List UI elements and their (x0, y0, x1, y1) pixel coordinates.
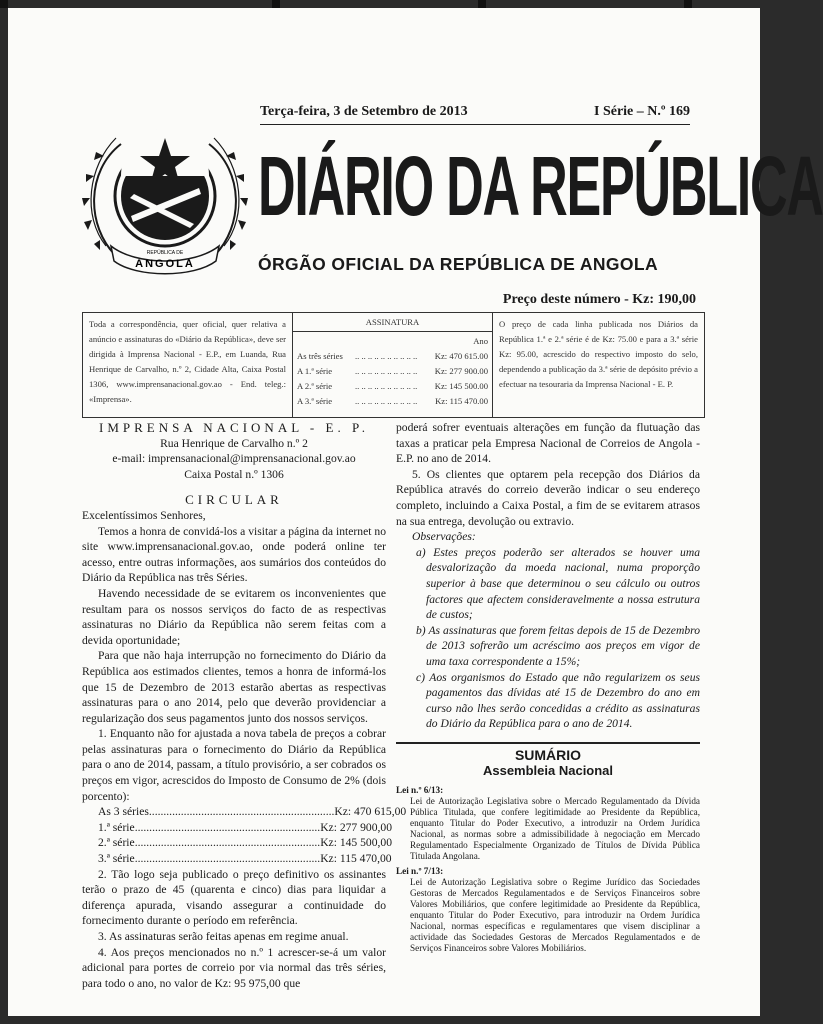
law-description: Lei de Autorização Legislativa sobre o Regime Jurídico das Sociedades Gestoras de Mercados Regulamentados e de Serviços Financeiros sobre Valores Mobiliários, que confere legitimidade ao Presidente da República, enquanto Titular do Poder Executivo, para introduzir na Ordem Jurídica Nacional, normas específicas e regulamentares que visem disciplinar a actividade das Sociedades Gestoras de Mercados Regulamentados e de Serviços Financeiros sobre Valores Mobiliários. (410, 877, 700, 954)
circular-paragraph: 2. Tão logo seja publicado o preço definitivo os assinantes terão o prazo de 45 (quarenta e cinco) dias para liquidar a diferença apurada, visando assegurar a continuidade do fornecimento durante o período em referência. (82, 867, 386, 928)
circular-paragraph: 3. As assinaturas serão feitas apenas em regime anual. (98, 930, 349, 943)
subscription-row: As três séries .. .. .. .. .. .. .. .. .. .. Kz: 470 615.00 (297, 351, 488, 361)
circular-paragraph: 4. Aos preços mencionados no n.º 1 acrescer-se-á um valor adicional para portes de correio por via normal das três séries, para todo o ano, no valor de Kz: 95 975,00 que (82, 945, 386, 990)
subscription-row: A 1.ª série .. .. .. .. .. .. .. .. .. .. Kz: 277 900.00 (297, 366, 488, 376)
law-description: Lei de Autorização Legislativa sobre o Mercado Regulamentado da Dívida Pública Titulada, que confere legitimidade ao Presidente da República, enquanto Titular do Poder Executivo, a introduzir na Ordem Jurídica Nacional, as normas sobre a admissibilidade à negociação em Mercado Regulamentado Especialmente Organizado de Títulos de Dívida Pública Titulada Angolana. (410, 796, 700, 862)
price-row: As 3 séries ................................................................ Kz: 470 615,00 (98, 805, 407, 819)
circular-paragraph: 1. Enquanto não for ajustada a nova tabela de preços a cobrar pelas assinaturas para o fornecimento do Diário da República para o ano de 2014, passam, a título provisório, a ser cobrados os preços em vigor, acrescidos do Imposto de Consumo de 2% (dois porcento): (82, 727, 386, 803)
law-number: Lei n.º 6/13: (396, 785, 444, 796)
correspondence-note: Toda a correspondência, quer oficial, quer relativa a anúncio e assinaturas do «Diário da República», deve ser dirigida à Imprensa Nacional - E.P., em Luanda, Rua Henrique de Carvalho, n.º 2, Cidade Alta, Caixa Postal 1306, www.imprensanacional.gov.ao - End. teleg.: «Imprensa». (83, 313, 293, 417)
circular-title: CIRCULAR (185, 492, 283, 508)
masthead-subtitle: ÓRGÃO OFICIAL DA REPÚBLICA DE ANGOLA (258, 254, 659, 274)
circular-paragraph: Havendo necessidade de se evitarem os inconvenientes que resultam para os nossos serviços do facto de as respectivas assinaturas no Diário da República não serem feitas com a devida oportunidade; (82, 586, 386, 647)
observations-title: Observações: (412, 530, 476, 544)
summary-entry (396, 785, 700, 954)
scan-edge-mark (272, 0, 280, 8)
subscription-title: ASSINATURA (293, 315, 492, 332)
circular-paragraph: 5. Os clientes que optarem pela recepção dos Diários da República através do correio deverão indicar o seu endereço completo, incluindo a Caixa Postal, a fim de se evitarem atrasos na sua entrega, devolução ou extravio. (396, 467, 700, 528)
issue-date: Terça-feira, 3 de Setembro de 2013 (260, 104, 468, 119)
circular-paragraph: Para que não haja interrupção no fornecimento do Diário da República aos estimados clientes, temos a honra de informá-los que 15 de Dezembro de 2013 estarão abertas as respectivas assinaturas para o ano 2014, pelo que deverão providenciar a regularização dos seus pagamentos junto dos nossos serviços. (82, 649, 386, 725)
emblem-small-text: REPÚBLICA DE (146, 250, 184, 256)
scan-edge-mark (478, 0, 486, 8)
price-row: 2.ª série ................................................................ Kz: 145 500,00 (98, 836, 392, 850)
law-number: Lei n.º 7/13: (396, 866, 444, 877)
scan-edge-mark (684, 0, 692, 8)
left-column (82, 420, 407, 991)
summary-divider (396, 742, 700, 744)
subscription-row: A 3.ª série .. .. .. .. .. .. .. .. .. .. Kz: 115 470.00 (297, 396, 488, 406)
summary-title: SUMÁRIO (514, 746, 582, 763)
document-page (8, 8, 823, 1016)
circular-paragraph: Temos a honra de convidá-los a visitar a página da internet no site www.imprensanacional.gov.ao, onde poderá online ter acesso, entre outras informações, aos sumários dos conteúdos do Diário da República nas três Séries. (82, 524, 386, 585)
observation-item: a) Estes preços poderão ser alterados se houver uma desvalorização da moeda nacional, numa proporção superior à base que determinou o seu cálculo ou outros factores que afectem consideravelmente a nossa estrutura de custos; (416, 545, 700, 622)
imprensa-title: IMPRENSA NACIONAL - E. P. (99, 420, 369, 435)
price-row: 3.ª série ................................................................ Kz: 115 470,00 (98, 852, 392, 866)
imprensa-address: Rua Henrique de Carvalho n.º 2 (160, 436, 308, 450)
price-row: 1.ª série ................................................................ Kz: 277 900,00 (98, 820, 392, 834)
subscription-table (293, 313, 493, 417)
issue-serie: I Série – N.º 169 (594, 104, 690, 119)
issue-price: Preço deste número - Kz: 190,00 (502, 292, 696, 307)
masthead-title: DIÁRIO DA REPÚBLICA (258, 139, 823, 233)
summary-section: Assembleia Nacional (482, 763, 614, 779)
observation-item: b) As assinaturas que forem feitas depois de 15 de Dezembro de 2013 sofrerão um acréscimo aos preços em vigor de uma taxa correspondente a 15%; (416, 623, 700, 668)
coat-of-arms-emblem (76, 116, 254, 286)
subscription-year-label: Ano (473, 336, 488, 346)
right-column (396, 420, 700, 958)
emblem-ribbon-text: ANGOLA (135, 258, 195, 270)
scan-edge-mark (0, 0, 8, 8)
info-box (82, 312, 705, 418)
imprensa-email: e-mail: imprensanacional@imprensanacional.gov.ao (112, 452, 356, 466)
header-rule (260, 124, 690, 125)
line-price-note: O preço de cada linha publicada nos Diários da República 1.ª e 2.ª série é de Kz: 75.00 e para a 3.ª série Kz: 95.00, acrescido do respectivo imposto do selo, dependendo a publicação da 3.ª série de depósito prévio a efectuar na tesouraria da Imprensa Nacional - E. P. (499, 319, 698, 389)
observation-item: c) Aos organismos do Estado que não regularizem os seus pagamentos das dívidas até 15 de Dezembro do ano em curso não lhes serão concedidas a crédito as assinaturas do Diário da República para o ano de 2014. (416, 670, 700, 731)
circular-salutation: Excelentíssimos Senhores, (82, 508, 206, 522)
circular-paragraph: poderá sofrer eventuais alterações em função da flutuação das taxas a praticar pela Empresa Nacional de Correios de Angola - E.P. no ano de 2014. (396, 421, 700, 466)
subscription-row: A 2.ª série .. .. .. .. .. .. .. .. .. .. Kz: 145 500.00 (297, 381, 488, 391)
imprensa-postal: Caixa Postal n.º 1306 (184, 467, 284, 481)
